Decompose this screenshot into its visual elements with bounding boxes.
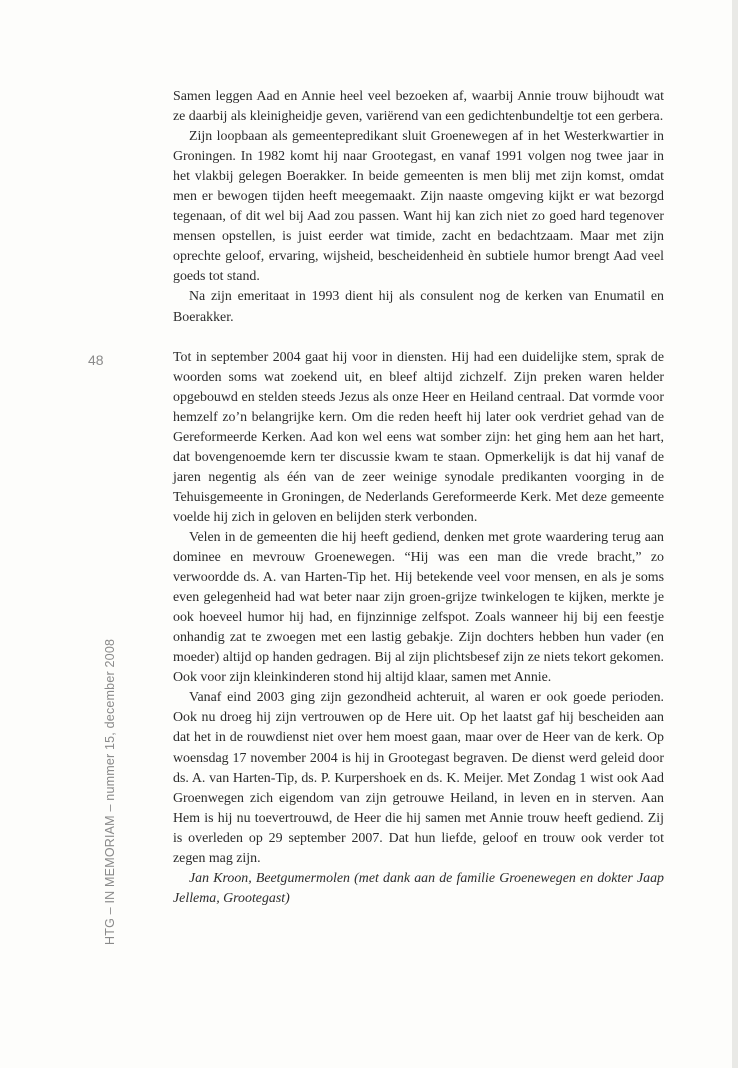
paragraph: Tot in september 2004 gaat hij voor in diensten. Hij had een duidelijke stem, sprak de woorden soms wat zoekend uit, en bleef altijd zichzelf. Zijn preken waren helder opgebouwd en stelden steeds Jezus als onze Heer en Heiland centraal. Dat vormde voor hemzelf zo’n belangrijke kern. Om die reden heeft hij later ook verdriet gehad van de Gereformeerde Kerken. Aad kon wel eens wat somber zijn: het ging hem aan het hart, dat bovengenoemde kern ter discussie kwam te staan. Opmerkelijk is dat hij vanaf de jaren negentig als één van de zeer weinige synodale predikanten voorging in de Tehuisgemeente in Groningen, de Nederlands Gereformeerde Kerk. Met deze gemeente voelde hij zich in geloven en belijden sterk verbonden. [173,349,664,525]
paragraph: Velen in de gemeenten die hij heeft gediend, denken met grote waardering terug aan dominee en mevrouw Groenewegen. “Hij was een man die vrede bracht,” zo verwoordde ds. A. van Harten-Tip het. Hij betekende veel voor mensen, en als je soms even gelegenheid had wat beter naar zijn groen-grijze twinkelogen te kijken, merkte je ook hoeveel humor hij had, en fijnzinnige zelfspot. Zoals wanneer hij bij een feestje onhandig zat te zwoegen met een lastig gebakje. Zijn dochters hebben hun vader (en moeder) altijd op handen gedragen. Bij al zijn plichtsbesef zijn ze niets tekort gekomen. Ook voor zijn kleinkinderen stond hij altijd klaar, samen met Annie. [173,529,664,686]
paragraph: Vanaf eind 2003 ging zijn gezondheid achteruit, al waren er ook goede perioden. Ook nu droeg hij zijn vertrouwen op de Here uit. Op het laatst gaf hij bescheiden aan dat het in de rouwdienst niet over hem moest gaan, maar over de Heer van de kerk. Op woensdag 17 november 2004 is hij in Grootegast begraven. De dienst werd geleid door ds. A. van Harten-Tip, ds. P. Kurpershoek en ds. K. Meijer. Met Zondag 1 wist ook Aad Groenwegen zich eigendom van zijn getrouwe Heiland, in leven en in sterven. Aan Hem is hij nu toevertrouwd, de Heer die hij samen met Annie trouw heeft gediend. Zij is overleden op 29 september 2007. Dat hun liefde, geloof en trouw ook verder tot zegen mag zijn. [173,690,664,866]
author-signature: Jan Kroon, Beetgumermolen (met dank aan de familie Groenewegen en dokter Jaap Jellema, Grootegast) [173,870,664,906]
paragraph: Zijn loopbaan als gemeentepredikant sluit Groenewegen af in het Westerkwartier in Groningen. In 1982 komt hij naar Grootegast, en vanaf 1991 volgen nog twee jaar in het vlakbij gelegen Boerakker. In beide gemeenten is men blij met zijn komst, omdat men er bewogen tijden heeft meegemaakt. Zijn naaste omgeving kijkt er wat bezorgd tegenaan, of dit wel bij Aad zou passen. Want hij kan zich niet zo goed hard tegenover mensen opstellen, is juist eerder wat timide, zacht en bedachtzaam. Maar met zijn oprechte geloof, ervaring, wijsheid, bescheidenheid èn subtiele humor brengt Aad veel goeds tot stand. [173,129,664,285]
article-body [173,87,664,909]
running-head-text: HTG – IN MEMORIAM – nummer 15, december 2008 [103,638,117,945]
page-edge [732,0,738,1068]
page-number: 48 [88,352,104,368]
paragraph: Samen leggen Aad en Annie heel veel bezoeken af, waarbij Annie trouw bijhoudt wat ze daarbij als kleinigheidje geven, variërend van een gedichtenbundeltje tot een gerbera. [173,89,664,125]
paragraph: Na zijn emeritaat in 1993 dient hij als consulent nog de kerken van Enumatil en Boerakker. [173,289,664,325]
